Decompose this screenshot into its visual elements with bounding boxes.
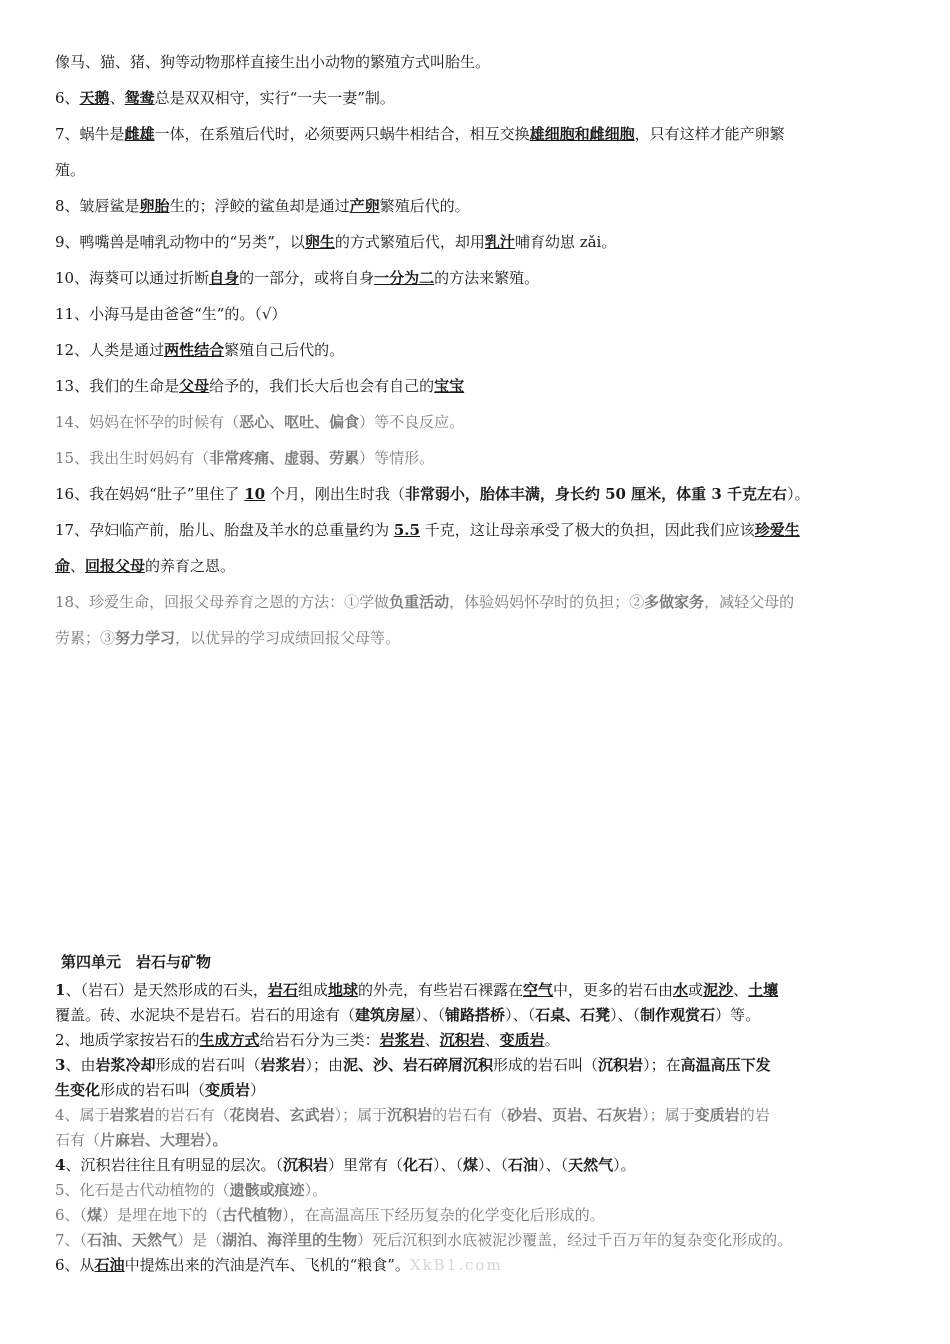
text-line [55,1203,895,1228]
answer-underlined: 岩石 [267,981,298,999]
text-line [55,548,890,584]
text-line [55,476,890,512]
answer-underlined: 空气 [523,981,554,999]
text-segment: 的岩 [739,1106,770,1124]
answer-bold: 铺路搭桥 [445,1006,506,1024]
answer-bold: 片麻岩、大理岩 [100,1131,206,1149]
text-segment: 、（岩石）是天然形成的石头， [65,981,268,999]
answer-bold: 多做家务 [644,593,705,611]
text-line [55,1003,895,1028]
text-segment: ）。 [613,1156,636,1174]
answer-underlined: 乳汁 [484,233,515,251]
answer-bold: 非常弱小，胎体丰满，身长约 50 厘米，体重 3 千克左右 [404,485,788,503]
text-segment: 个月，刚出生时我（ [265,485,405,503]
answer-underlined: 雌雄 [124,125,155,143]
answer-bold: 化石 [402,1156,433,1174]
text-line [55,368,890,404]
answer-underlined: 天鹅 [79,89,110,107]
text-segment: 17、孕妇临产前，胎儿、胎盘及羊水的总重量约为 [55,521,394,539]
answer-bold: 湖泊、海洋里的生物 [222,1231,358,1249]
answer-bold: 制作观赏石 [640,1006,716,1024]
text-segment: ）。 [787,485,810,503]
text-segment: 、沉积岩往往且有明显的层次。（ [65,1156,283,1174]
text-line [55,1053,895,1078]
answer-bold: 花岗岩、玄武岩 [229,1106,335,1124]
answer-underlined: 泥沙 [703,981,734,999]
text-line [55,260,890,296]
answer-underlined: 珍爱生 [754,521,800,539]
text-line [55,1078,895,1103]
text-line [55,404,890,440]
answer-bold: 努力学习 [115,629,176,647]
text-segment: 、 [70,557,86,575]
answer-underlined: 生成方式 [199,1031,260,1049]
answer-underlined: 回报父母 [85,557,146,575]
text-line [55,584,890,620]
text-segment: 劳累；③ [55,629,116,647]
answer-underlined: 土壤 [748,981,779,999]
text-segment: ） [250,1081,266,1099]
text-segment: 6、（ [55,1206,88,1224]
answer-underlined: 5.5 [393,521,420,539]
text-segment: ）里常有（ [327,1156,403,1174]
text-line [55,512,890,548]
text-segment: ）等不良反应。 [359,413,465,431]
answer-bold: 石桌、石凳 [535,1006,611,1024]
answer-bold: 高温高压下发 [680,1056,771,1074]
text-segment: 、 [109,89,125,107]
answer-underlined: 变质岩 [499,1031,545,1049]
text-line [55,620,890,656]
text-segment: 7、蜗牛是 [55,125,125,143]
text-line [55,1178,895,1203]
answer-bold: 沉积岩 [387,1106,433,1124]
text-segment: ）、（ [415,1006,446,1024]
text-line [55,978,895,1003]
text-segment: ，减轻父母的 [704,593,795,611]
text-segment: 、 [424,1031,440,1049]
text-line [55,1153,895,1178]
text-segment: ）、（ [538,1156,569,1174]
text-segment: 13、我们的生命是 [55,377,180,395]
answer-bold: 4 [55,1156,66,1174]
text-segment: 给予的，我们长大后也会有自己的 [209,377,435,395]
text-segment: ，只有这样才能产卵繁 [634,125,785,143]
answer-underlined: 命 [55,557,71,575]
text-segment: 组成 [297,981,328,999]
text-segment: 殖。 [55,161,86,179]
text-line [55,1103,895,1128]
answer-bold: 泥、沙、岩石碎屑沉积 [343,1056,494,1074]
answer-bold: 负重活动 [389,593,450,611]
text-segment: 的岩石有（ [432,1106,508,1124]
text-line [55,224,890,260]
text-line [55,44,890,80]
text-line [55,1228,895,1253]
answer-bold: 岩浆冷却 [95,1056,156,1074]
text-segment: 形成的岩石叫（ [493,1056,599,1074]
text-segment: ）、（ [610,1006,641,1024]
answer-bold: 生变化 [55,1081,101,1099]
text-segment: 11、小海马是由爸爸“生”的。（√） [55,305,287,323]
answer-underlined: 自身 [209,269,240,287]
reproduction-section [55,44,890,656]
answer-underlined: 卵胎 [139,197,170,215]
answer-bold: 煤 [87,1206,103,1224]
text-segment: 千克，这让母亲承受了极大的负担，因此我们应该 [419,521,755,539]
text-segment: ）、（ [505,1006,536,1024]
rocks-minerals-section [55,950,895,1278]
text-line [55,332,890,368]
text-segment: 哺育幼崽 zǎi。 [514,233,617,251]
text-segment: 的方式繁殖后代，却用 [334,233,485,251]
text-line [55,152,890,188]
text-segment: 、 [484,1031,500,1049]
answer-bold: 岩浆岩 [260,1056,306,1074]
text-segment: 10、海葵可以通过折断 [55,269,210,287]
text-segment: ）、（ [433,1156,464,1174]
answer-bold: 变质岩 [205,1081,251,1099]
text-segment: 总是双双相守，实行“一夫一妻”制。 [154,89,395,107]
answer-bold: 天然气 [568,1156,614,1174]
text-segment: 形成的岩石叫（ [155,1056,261,1074]
text-segment: 6、从 [55,1256,95,1274]
text-segment: 石有（ [55,1131,101,1149]
text-segment: 中，更多的岩石由 [553,981,674,999]
answer-underlined: 10 [244,485,266,503]
text-segment: ）是埋在地下的（ [102,1206,223,1224]
text-segment: ），在高温高压下经历复杂的化学变化后形成的。 [282,1206,605,1224]
text-segment: 15、我出生时妈妈有（ [55,449,210,467]
answer-underlined: 地球 [327,981,358,999]
answer-underlined: 卵生 [304,233,335,251]
text-segment: 12、人类是通过 [55,341,165,359]
text-segment: 的方法来繁殖。 [434,269,540,287]
text-segment: 5、化石是古代动植物的（ [55,1181,230,1199]
answer-underlined: 产卵 [349,197,380,215]
text-segment: ）死后沉积到水底被泥沙覆盖，经过千百万年的复杂变化形成的。 [357,1231,793,1249]
text-segment: 6、 [55,89,80,107]
watermark-text: XkB1.com [409,1256,503,1274]
text-segment: 生的；浮鲛的鲨鱼却是通过 [169,197,350,215]
text-segment: 第四单元 岩石与矿物 [61,953,212,971]
text-segment: 繁殖自己后代的。 [224,341,345,359]
text-line [55,188,890,224]
answer-underlined: 一分为二 [374,269,435,287]
answer-underlined: 父母 [179,377,210,395]
text-segment: ，体验妈妈怀孕时的负担；② [449,593,645,611]
text-line [55,1128,895,1153]
text-segment: 16、我在妈妈“肚子”里住了 [55,485,245,503]
text-line [55,296,890,332]
text-line [55,1028,895,1053]
text-segment: 给岩石分为三类： [259,1031,380,1049]
text-segment: 、 [733,981,749,999]
text-line [55,1253,895,1278]
section-heading [55,950,895,975]
answer-underlined: 岩浆岩 [379,1031,425,1049]
answer-bold: 1 [55,981,66,999]
text-segment: 。 [544,1031,560,1049]
answer-bold: 石油、天然气 [87,1231,178,1249]
text-segment: ）；属于 [642,1106,695,1124]
answer-bold: 煤 [463,1156,479,1174]
text-segment: 18、珍爱生命，回报父母养育之恩的方法：①学做 [55,593,390,611]
text-segment: 形成的岩石叫（ [100,1081,206,1099]
answer-bold: 建筑房屋 [355,1006,416,1024]
answer-bold: ）。 [205,1131,228,1149]
text-segment: 的外壳，有些岩石裸露在 [358,981,524,999]
text-segment: 14、妈妈在怀孕的时候有（ [55,413,240,431]
text-line [55,440,890,476]
answer-bold: 沉积岩 [598,1056,644,1074]
text-segment: 7、（ [55,1231,88,1249]
text-line [55,80,890,116]
answer-bold: 恶心、呕吐、偏食 [239,413,360,431]
answer-underlined: 鸳鸯 [124,89,155,107]
answer-bold: 遗骸或痕迹 [229,1181,305,1199]
text-segment: ）、（ [478,1156,509,1174]
text-segment: 9、鸭嘴兽是哺乳动物中的“另类”，以 [55,233,305,251]
answer-underlined: 两性结合 [164,341,225,359]
text-segment: ）；由 [305,1056,344,1074]
answer-underlined: 沉积岩 [439,1031,485,1049]
text-segment: 、由 [65,1056,96,1074]
text-segment: ）等。 [715,1006,761,1024]
answer-bold: 古代植物 [222,1206,283,1224]
text-segment: 的养育之恩。 [145,557,236,575]
text-segment: ）；属于 [334,1106,388,1124]
text-segment: 一体，在系殖后代时，必须要两只蜗牛相结合，相互交换 [154,125,530,143]
text-segment: ）等情形。 [359,449,435,467]
answer-underlined: 宝宝 [434,377,465,395]
answer-underlined: 石油 [94,1256,125,1274]
answer-bold: 沉积岩 [282,1156,328,1174]
answer-bold: 石油 [508,1156,539,1174]
text-segment: 4、属于 [55,1106,110,1124]
text-segment: 的岩石有（ [154,1106,230,1124]
answer-bold: 3 [55,1056,66,1074]
answer-bold: 变质岩 [694,1106,740,1124]
answer-bold: 岩浆岩 [109,1106,155,1124]
text-segment: 覆盖。砖、水泥块不是岩石。岩石的用途有（ [55,1006,356,1024]
text-segment: ，以优异的学习成绩回报父母等。 [175,629,401,647]
text-segment: 或 [688,981,704,999]
text-segment: 8、皱唇鲨是 [55,197,140,215]
text-segment: 中提炼出来的汽油是汽车、飞机的“粮食”。 [124,1256,410,1274]
text-segment: 繁殖后代的。 [379,197,470,215]
text-segment: ）是（ [177,1231,223,1249]
answer-underlined: 水 [673,981,689,999]
answer-bold: 非常疼痛、虚弱、劳累 [209,449,360,467]
text-segment: 像马、猫、猪、狗等动物那样直接生出小动物的繁殖方式叫胎生。 [55,53,491,71]
text-line [55,116,890,152]
answer-bold: 砂岩、页岩、石灰岩 [507,1106,643,1124]
text-segment: 的一部分，或将自身 [239,269,375,287]
text-segment: ）；在 [643,1056,681,1074]
text-segment: ）。 [304,1181,328,1199]
text-segment: 2、地质学家按岩石的 [55,1031,200,1049]
answer-underlined: 雄细胞和雌细胞 [529,125,635,143]
